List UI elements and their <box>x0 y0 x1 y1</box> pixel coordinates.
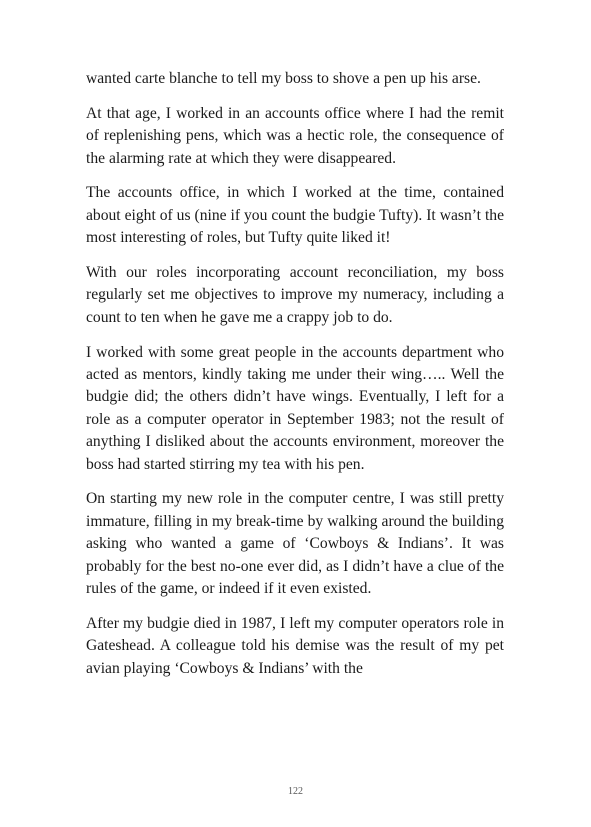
paragraph: With our roles incorporating account reconciliation, my boss regularly set me objectives to improve my numeracy, including a count to ten when he gave me a crappy job to do. <box>86 264 504 326</box>
paragraph: At that age, I worked in an accounts office where I had the remit of replenishing pens, which was a hectic role, the consequence of the alarming rate at which they were disappeared. <box>86 104 504 167</box>
paragraph: The accounts office, in which I worked at the time, contained about eight of us (nine if you count the budgie Tufty). It wasn’t the most interesting of roles, but Tufty quite liked it! <box>86 184 504 247</box>
paragraph: After my budgie died in 1987, I left my computer operators role in Gateshead. A colleague told his demise was the result of my pet avian playing ‘Cowboys & Indians’ with the <box>86 614 504 677</box>
paragraph: On starting my new role in the computer centre, I was still pretty immature, filling in my break-time by walking around the building asking who wanted a game of ‘Cowboys & Indians’. It was probably for the best no-one ever did, as I didn’t have a clue of the rules of the game, or indeed if it even existed. <box>86 490 504 598</box>
body-text <box>86 68 504 692</box>
paragraph: wanted carte blanche to tell my boss to shove a pen up his arse. <box>86 70 481 87</box>
page-number: 122 <box>288 786 303 797</box>
paragraph: I worked with some great people in the accounts department who acted as mentors, kindly taking me under their wing….. Well the budgie did; the others didn’t have wings. Eventually, I left for a role as a computer operator in September 1983; not the result of anything I disliked about the accounts environment, moreover the boss had started stirring my tea with his pen. <box>86 343 504 473</box>
